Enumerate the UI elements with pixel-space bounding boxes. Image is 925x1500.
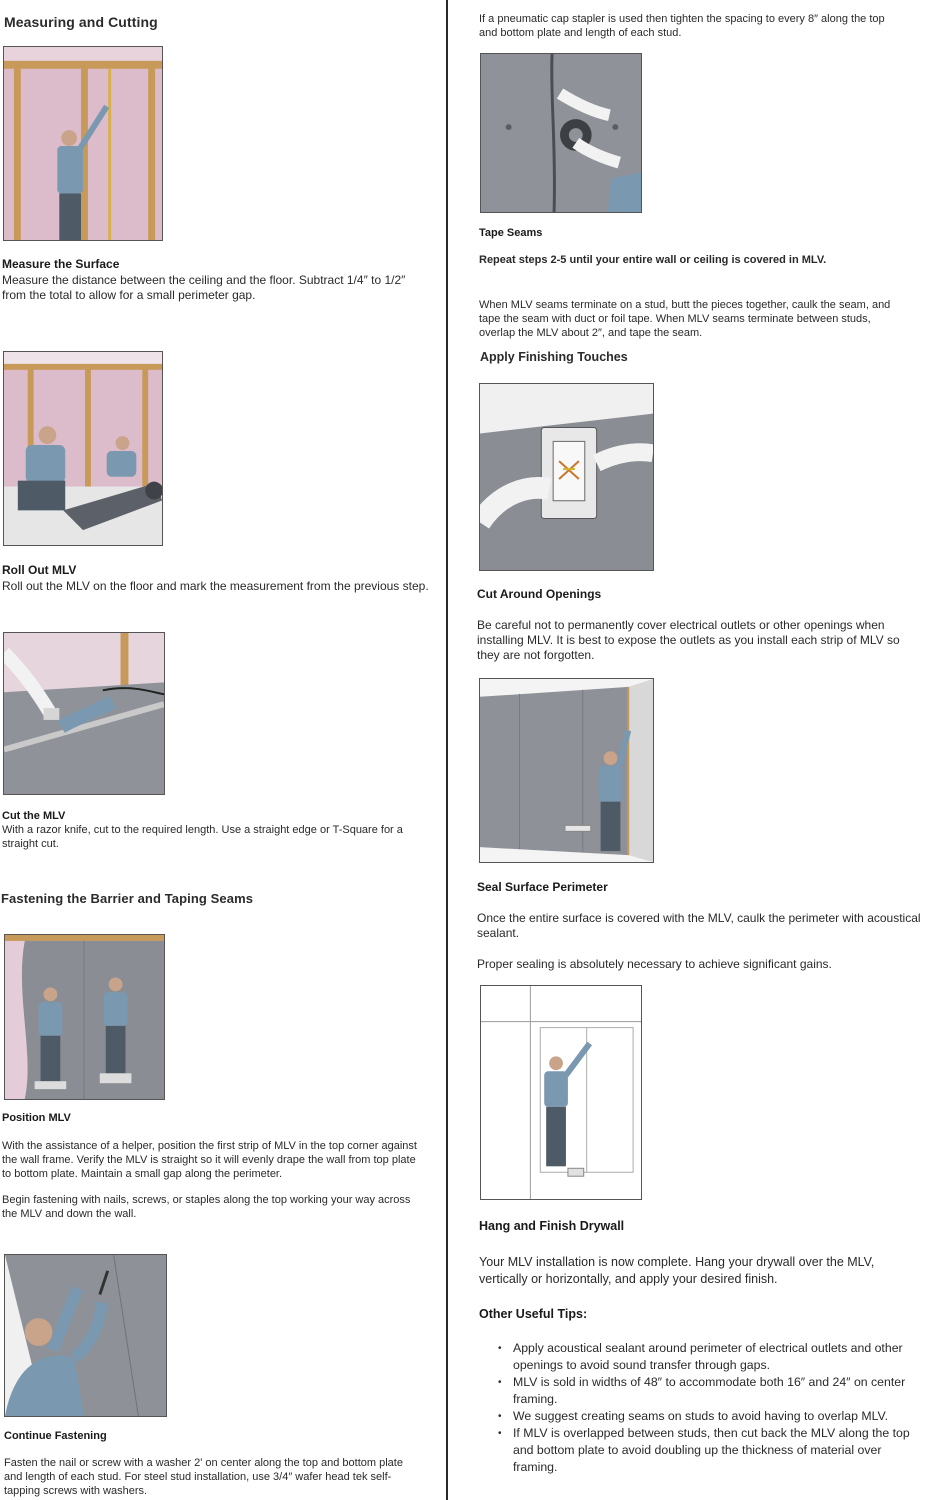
tip-item: • Apply acoustical sealant around perimeter of electrical outlets and other openings to avoid sound transfer through gaps. — [496, 1340, 925, 1374]
step-position-mlv-title: Position MLV — [2, 1112, 71, 1124]
step-seal-perimeter-text-2: Proper sealing is absolutely necessary to achieve significant gains. — [477, 957, 832, 971]
continue-fastening-illustration — [4, 1254, 167, 1417]
measure-surface-illustration — [3, 46, 163, 241]
tips-list — [496, 1340, 925, 1476]
step-measure-surface-title: Measure the Surface — [2, 257, 120, 271]
cut-openings-illustration — [479, 383, 654, 571]
step-position-mlv-text-2: Begin fastening with nails, screws, or staples along the top working your way across the MLV and down the wall. — [2, 1194, 411, 1220]
cut-mlv-illustration — [3, 632, 165, 795]
step-measure-surface-text: Measure the distance between the ceiling and the floor. Subtract 1/4″ to 1/2″ from the total to allow for a small perimeter gap. — [2, 273, 406, 302]
step-cut-openings-title: Cut Around Openings — [477, 587, 602, 601]
repeat-steps-text: Repeat steps 2-5 until your entire wall or ceiling is covered in MLV. — [479, 254, 827, 266]
step-seal-perimeter-title: Seal Surface Perimeter — [477, 880, 608, 894]
section-title-measuring-cutting: Measuring and Cutting — [4, 14, 158, 30]
step-hang-drywall-text: Your MLV installation is now complete. Hang your drywall over the MLV, vertically or horizontally, and apply your desired finish. — [479, 1255, 875, 1286]
step-continue-fastening-text: Fasten the nail or screw with a washer 2' on center along the top and bottom plate and length of each stud. For steel stud installation, use 3/4″ wafer head tek self-tapping screws with washers. — [4, 1457, 403, 1497]
seam-instructions-text: When MLV seams terminate on a stud, butt the pieces together, caulk the seam, and tape the seam with duct or foil tape. When MLV seams terminate between studs, overlap the MLV about 2″, and tape the seam. — [479, 299, 891, 339]
section-title-fastening: Fastening the Barrier and Taping Seams — [1, 891, 254, 906]
stapler-note-text: If a pneumatic cap stapler is used then tighten the spacing to every 8″ along the top and bottom plate and length of each stud. — [479, 13, 885, 39]
step-roll-out-text: Roll out the MLV on the floor and mark the measurement from the previous step. — [2, 579, 429, 593]
tape-seams-illustration — [480, 53, 642, 213]
step-cut-mlv-text: With a razor knife, cut to the required length. Use a straight edge or T-Square for a straight cut. — [2, 824, 403, 850]
tip-item: • We suggest creating seams on studs to avoid having to overlap MLV. — [496, 1408, 925, 1425]
section-title-finishing: Apply Finishing Touches — [480, 350, 628, 364]
step-cut-openings-text: Be careful not to permanently cover electrical outlets or other openings when installing MLV. It is best to expose the outlets as you install each strip of MLV so they are not forgotten. — [477, 618, 900, 662]
step-position-mlv-text-1: With the assistance of a helper, position the first strip of MLV in the top corner against the wall frame. Verify the MLV is straight so it will evenly drape the wall from top plate to bottom plate. Maintain a small gap along the perimeter. — [2, 1140, 417, 1180]
step-hang-drywall-title: Hang and Finish Drywall — [479, 1219, 625, 1233]
step-continue-fastening-title: Continue Fastening — [4, 1430, 107, 1442]
seal-perimeter-illustration — [479, 678, 654, 863]
step-seal-perimeter-text-1: Once the entire surface is covered with the MLV, caulk the perimeter with acoustical sealant. — [477, 911, 921, 940]
column-divider — [446, 0, 448, 1500]
step-tape-seams-title: Tape Seams — [479, 227, 543, 239]
step-cut-mlv-title: Cut the MLV — [2, 810, 66, 822]
position-mlv-illustration — [4, 934, 165, 1100]
hang-drywall-illustration — [480, 985, 642, 1200]
tip-item: • MLV is sold in widths of 48″ to accommodate both 16″ and 24″ on center framing. — [496, 1374, 925, 1408]
roll-out-mlv-illustration — [3, 351, 163, 546]
tips-title: Other Useful Tips: — [479, 1307, 588, 1321]
tip-item: • If MLV is overlapped between studs, then cut back the MLV along the top and bottom plate to avoid doubling up the thickness of material over framing. — [496, 1425, 925, 1476]
step-roll-out-title: Roll Out MLV — [2, 563, 77, 577]
